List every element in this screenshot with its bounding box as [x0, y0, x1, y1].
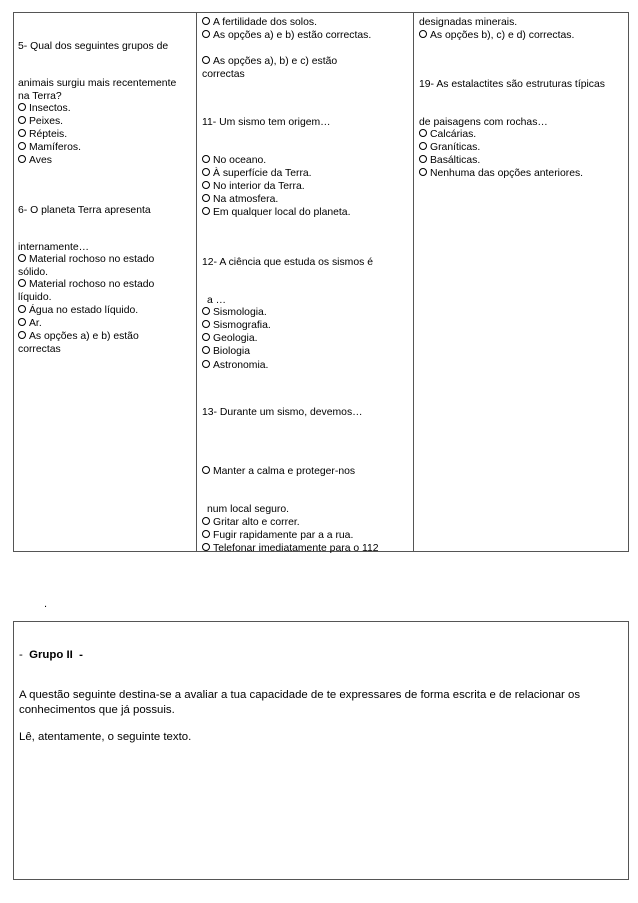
q13-option[interactable]: Manter a calma e proteger-nos	[202, 465, 355, 478]
q6-option[interactable]: Material rochoso no estado	[18, 253, 154, 266]
questions-table	[13, 12, 629, 552]
q6-option-continuation: correctas	[18, 344, 61, 355]
q11-option[interactable]: À superfície da Terra.	[202, 167, 312, 180]
radio-icon[interactable]	[202, 543, 210, 551]
q19-option[interactable]: Graníticas.	[419, 141, 480, 154]
q11-option[interactable]: Em qualquer local do planeta.	[202, 206, 350, 219]
q5-option[interactable]: Aves	[18, 154, 52, 167]
radio-icon[interactable]	[202, 346, 210, 354]
q6-option-continuation: sólido.	[18, 267, 49, 278]
prev-text: designadas minerais.	[419, 17, 518, 28]
q19-option[interactable]: Basálticas.	[419, 154, 480, 167]
q12-option[interactable]: Sismologia.	[202, 306, 267, 319]
group-2-intro: A questão seguinte destina-se a avaliar a tua capacidade de te expressares de forma escrita e de relacionar os	[19, 689, 581, 701]
radio-icon[interactable]	[18, 254, 26, 262]
q19-text-line: de paisagens com rochas…	[419, 117, 548, 128]
q12-option[interactable]: Geologia.	[202, 332, 257, 345]
prev-option[interactable]: As opções a) e b) estão correctas.	[202, 29, 371, 42]
radio-icon[interactable]	[202, 207, 210, 215]
radio-icon[interactable]	[202, 56, 210, 64]
radio-icon[interactable]	[419, 168, 427, 176]
radio-icon[interactable]	[18, 103, 26, 111]
q12-option[interactable]: Sismografia.	[202, 319, 271, 332]
radio-icon[interactable]	[18, 279, 26, 287]
q13-option[interactable]: Fugir rapidamente par a a rua.	[202, 529, 353, 542]
q13-option-continuation: num local seguro.	[207, 504, 290, 515]
prev-option-continuation: correctas	[202, 69, 245, 80]
q5-option[interactable]: Mamíferos.	[18, 141, 81, 154]
group-2-heading: - Grupo II -	[19, 649, 83, 661]
group-2-title: Grupo II	[29, 649, 73, 661]
radio-icon[interactable]	[202, 168, 210, 176]
q19-text-line: 19- As estalactites são estruturas típicas	[419, 79, 605, 90]
radio-icon[interactable]	[18, 155, 26, 163]
radio-icon[interactable]	[419, 155, 427, 163]
radio-icon[interactable]	[419, 30, 427, 38]
q6-option[interactable]: Material rochoso no estado	[18, 278, 154, 291]
q19-option[interactable]: Nenhuma das opções anteriores.	[419, 167, 583, 180]
q5-option[interactable]: Répteis.	[18, 128, 67, 141]
q6-option[interactable]: Água no estado líquido.	[18, 304, 138, 317]
radio-icon[interactable]	[18, 318, 26, 326]
q6-text-line: 6- O planeta Terra apresenta	[18, 205, 151, 216]
q6-option[interactable]: As opções a) e b) estão	[18, 330, 139, 343]
group-2-intro: conhecimentos que já possuis.	[19, 704, 175, 716]
column-2	[197, 13, 414, 554]
q5-option[interactable]: Insectos.	[18, 102, 71, 115]
radio-icon[interactable]	[202, 333, 210, 341]
radio-icon[interactable]	[18, 116, 26, 124]
column-1	[14, 13, 197, 551]
radio-icon[interactable]	[18, 142, 26, 150]
q5-option[interactable]: Peixes.	[18, 115, 63, 128]
q5-text-line: animais surgiu mais recentemente	[18, 78, 177, 89]
q12-text-line: 12- A ciência que estuda os sismos é	[202, 257, 373, 268]
radio-icon[interactable]	[202, 307, 210, 315]
group-2-box	[13, 621, 629, 880]
radio-icon[interactable]	[419, 142, 427, 150]
q13-option[interactable]: Gritar alto e correr.	[202, 516, 300, 529]
radio-icon[interactable]	[202, 155, 210, 163]
q6-option-continuation: líquido.	[18, 292, 52, 303]
q13-option[interactable]: Telefonar imediatamente para o 112	[202, 542, 379, 555]
prev-option[interactable]: A fertilidade dos solos.	[202, 16, 317, 29]
radio-icon[interactable]	[419, 129, 427, 137]
radio-icon[interactable]	[202, 181, 210, 189]
radio-icon[interactable]	[202, 30, 210, 38]
q12-option[interactable]: Astronomia.	[202, 359, 268, 372]
prev-option[interactable]: As opções b), c) e d) correctas.	[419, 29, 574, 42]
q13-text: 13- Durante um sismo, devemos…	[202, 407, 363, 418]
radio-icon[interactable]	[202, 466, 210, 474]
q6-text-line: internamente…	[18, 242, 90, 253]
q5-text-line: 5- Qual dos seguintes grupos de	[18, 41, 169, 52]
q12-option[interactable]: Biologia	[202, 345, 250, 358]
radio-icon[interactable]	[202, 360, 210, 368]
radio-icon[interactable]	[18, 129, 26, 137]
q19-option[interactable]: Calcárias.	[419, 128, 476, 141]
q11-option[interactable]: No interior da Terra.	[202, 180, 305, 193]
radio-icon[interactable]	[18, 331, 26, 339]
radio-icon[interactable]	[18, 305, 26, 313]
q6-option[interactable]: Ar.	[18, 317, 42, 330]
q11-option[interactable]: No oceano.	[202, 154, 266, 167]
prev-option[interactable]: As opções a), b) e c) estão	[202, 55, 337, 68]
column-3	[414, 13, 628, 551]
q5-text-line: na Terra?	[18, 91, 62, 102]
radio-icon[interactable]	[202, 530, 210, 538]
radio-icon[interactable]	[202, 17, 210, 25]
radio-icon[interactable]	[202, 194, 210, 202]
q11-text: 11- Um sismo tem origem…	[202, 117, 331, 128]
stray-dot: .	[44, 598, 48, 610]
group-2-instruction: Lê, atentamente, o seguinte texto.	[19, 731, 192, 743]
radio-icon[interactable]	[202, 320, 210, 328]
q11-option[interactable]: Na atmosfera.	[202, 193, 278, 206]
q12-text-line: a …	[207, 295, 227, 306]
radio-icon[interactable]	[202, 517, 210, 525]
